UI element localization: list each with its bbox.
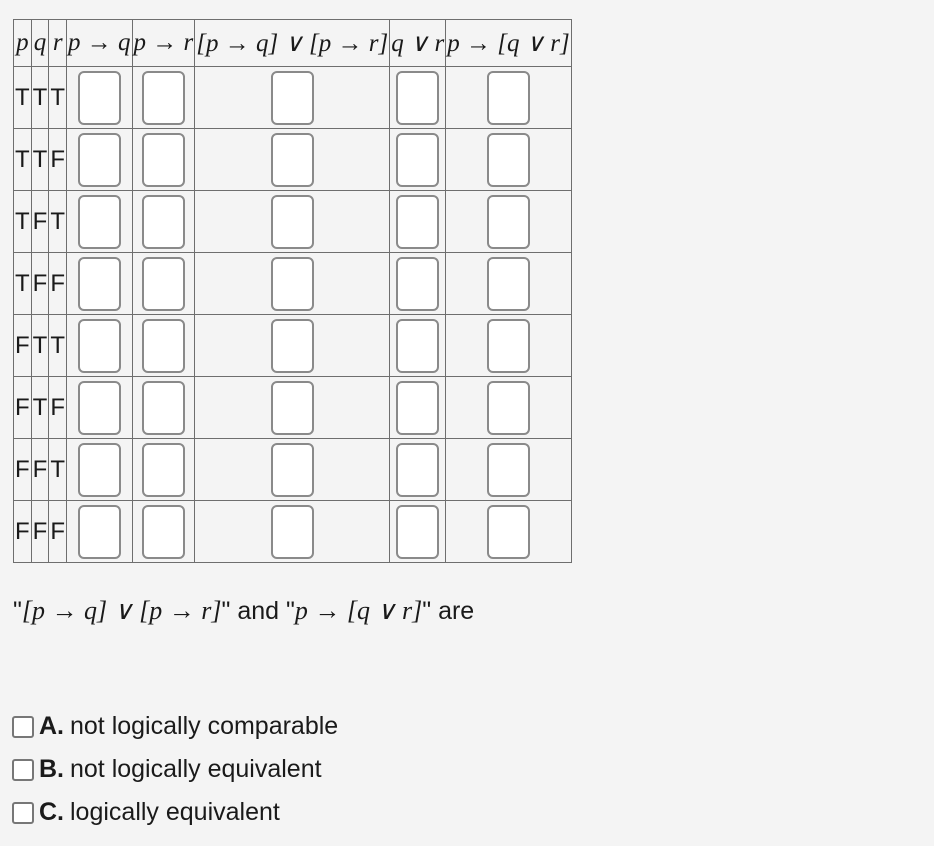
answer-cell-p-implies-q-or-r: [446, 439, 572, 501]
answer-cell-p-implies-q-or-r: [446, 377, 572, 439]
truth-value-r: T: [49, 315, 67, 377]
answer-cell-q-or-r: [390, 191, 446, 253]
answer-input-disjunction-of-implications[interactable]: [271, 195, 314, 249]
truth-table-row: [14, 501, 572, 563]
answer-input-q-or-r[interactable]: [396, 381, 439, 435]
truth-table-row: [14, 377, 572, 439]
truth-value-q: T: [31, 315, 49, 377]
truth-value-r: F: [49, 253, 67, 315]
answer-cell-p-implies-q: [67, 253, 133, 315]
answer-cell-p-implies-q: [67, 67, 133, 129]
question-quote-open: ": [13, 597, 22, 625]
answer-cell-p-implies-q-or-r: [446, 253, 572, 315]
truth-value-r: F: [49, 377, 67, 439]
truth-value-q: F: [31, 191, 49, 253]
option-a-letter: A.: [39, 712, 64, 740]
answer-input-p-implies-q-or-r[interactable]: [487, 71, 530, 125]
answer-input-p-implies-q-or-r[interactable]: [487, 381, 530, 435]
answer-input-p-implies-q[interactable]: [78, 381, 121, 435]
header-p-implies-q: p → q: [67, 20, 133, 67]
answer-input-q-or-r[interactable]: [396, 443, 439, 497]
header-q-or-r: q ∨ r: [390, 20, 446, 67]
answer-input-p-implies-r[interactable]: [142, 133, 185, 187]
answer-cell-q-or-r: [390, 129, 446, 191]
answer-cell-p-implies-r: [132, 191, 195, 253]
truth-value-q: F: [31, 253, 49, 315]
question-text: [13, 596, 474, 626]
answer-cell-p-implies-q: [67, 129, 133, 191]
answer-input-p-implies-r[interactable]: [142, 505, 185, 559]
answer-options: [12, 705, 338, 834]
option-c[interactable]: [12, 791, 338, 834]
truth-value-p: T: [14, 129, 32, 191]
answer-input-disjunction-of-implications[interactable]: [271, 71, 314, 125]
option-a-text: not logically comparable: [70, 712, 339, 740]
option-a[interactable]: [12, 705, 338, 748]
answer-input-q-or-r[interactable]: [396, 319, 439, 373]
truth-table-row: [14, 439, 572, 501]
answer-input-p-implies-q[interactable]: [78, 319, 121, 373]
answer-cell-disjunction-of-implications: [195, 253, 390, 315]
answer-cell-disjunction-of-implications: [195, 315, 390, 377]
answer-cell-p-implies-q: [67, 315, 133, 377]
answer-input-disjunction-of-implications[interactable]: [271, 505, 314, 559]
truth-value-r: F: [49, 129, 67, 191]
question-expression-1: [p → q] ∨ [p → r]: [21, 596, 222, 625]
answer-input-q-or-r[interactable]: [396, 505, 439, 559]
answer-input-p-implies-q[interactable]: [78, 195, 121, 249]
answer-input-disjunction-of-implications[interactable]: [271, 133, 314, 187]
answer-cell-p-implies-q-or-r: [446, 191, 572, 253]
truth-value-q: T: [31, 67, 49, 129]
truth-table-row: [14, 129, 572, 191]
header-q: q: [31, 20, 49, 67]
header-r: r: [49, 20, 67, 67]
answer-input-q-or-r[interactable]: [396, 71, 439, 125]
answer-cell-p-implies-r: [132, 67, 195, 129]
answer-input-p-implies-q[interactable]: [78, 505, 121, 559]
question-quote-are: " are: [422, 597, 475, 625]
truth-value-p: T: [14, 67, 32, 129]
truth-value-q: T: [31, 377, 49, 439]
answer-cell-p-implies-r: [132, 129, 195, 191]
truth-table-header-row: [14, 20, 572, 67]
header-disjunction-of-implications: [p → q] ∨ [p → r]: [195, 20, 390, 67]
answer-cell-p-implies-q: [67, 501, 133, 563]
answer-input-p-implies-q-or-r[interactable]: [487, 133, 530, 187]
truth-table-row: [14, 315, 572, 377]
answer-input-p-implies-r[interactable]: [142, 257, 185, 311]
answer-input-q-or-r[interactable]: [396, 195, 439, 249]
truth-table-row: [14, 67, 572, 129]
answer-input-p-implies-q-or-r[interactable]: [487, 319, 530, 373]
answer-cell-q-or-r: [390, 377, 446, 439]
answer-cell-q-or-r: [390, 439, 446, 501]
answer-cell-p-implies-q-or-r: [446, 67, 572, 129]
truth-table: [13, 19, 572, 563]
option-b-text: not logically equivalent: [70, 755, 322, 783]
answer-cell-p-implies-r: [132, 315, 195, 377]
truth-value-p: F: [14, 439, 32, 501]
truth-value-p: F: [14, 501, 32, 563]
answer-cell-p-implies-q: [67, 191, 133, 253]
answer-input-p-implies-q-or-r[interactable]: [487, 505, 530, 559]
answer-cell-p-implies-r: [132, 439, 195, 501]
answer-cell-disjunction-of-implications: [195, 191, 390, 253]
truth-value-q: T: [31, 129, 49, 191]
option-b-checkbox[interactable]: [12, 759, 34, 781]
truth-table-row: [14, 253, 572, 315]
answer-cell-q-or-r: [390, 501, 446, 563]
truth-value-r: F: [49, 501, 67, 563]
truth-value-p: T: [14, 191, 32, 253]
truth-value-p: F: [14, 315, 32, 377]
answer-cell-disjunction-of-implications: [195, 129, 390, 191]
answer-cell-disjunction-of-implications: [195, 501, 390, 563]
option-b[interactable]: [12, 748, 338, 791]
answer-input-p-implies-q-or-r[interactable]: [487, 195, 530, 249]
question-expression-2: p → [q ∨ r]: [294, 596, 423, 625]
answer-input-p-implies-q[interactable]: [78, 133, 121, 187]
question-quote-and: " and ": [221, 597, 295, 625]
truth-value-q: F: [31, 439, 49, 501]
header-p: p: [14, 20, 32, 67]
answer-input-disjunction-of-implications[interactable]: [271, 257, 314, 311]
answer-cell-q-or-r: [390, 67, 446, 129]
answer-input-p-implies-q-or-r[interactable]: [487, 257, 530, 311]
answer-cell-p-implies-q-or-r: [446, 129, 572, 191]
answer-cell-q-or-r: [390, 253, 446, 315]
truth-value-p: T: [14, 253, 32, 315]
answer-cell-p-implies-q: [67, 377, 133, 439]
answer-cell-p-implies-q: [67, 439, 133, 501]
answer-input-p-implies-q[interactable]: [78, 71, 121, 125]
answer-input-p-implies-r[interactable]: [142, 381, 185, 435]
answer-cell-disjunction-of-implications: [195, 377, 390, 439]
header-p-implies-r: p → r: [132, 20, 195, 67]
option-b-letter: B.: [39, 755, 64, 783]
truth-value-r: T: [49, 67, 67, 129]
truth-value-q: F: [31, 501, 49, 563]
truth-value-r: T: [49, 439, 67, 501]
answer-input-p-implies-q-or-r[interactable]: [487, 443, 530, 497]
header-p-implies-q-or-r: p → [q ∨ r]: [446, 20, 572, 67]
answer-cell-q-or-r: [390, 315, 446, 377]
answer-input-disjunction-of-implications[interactable]: [271, 381, 314, 435]
answer-input-disjunction-of-implications[interactable]: [271, 443, 314, 497]
answer-cell-disjunction-of-implications: [195, 439, 390, 501]
truth-value-p: F: [14, 377, 32, 439]
answer-cell-p-implies-q-or-r: [446, 315, 572, 377]
option-c-letter: C.: [39, 798, 64, 826]
answer-input-p-implies-r[interactable]: [142, 71, 185, 125]
truth-table-body: [14, 67, 572, 563]
answer-cell-p-implies-r: [132, 501, 195, 563]
answer-input-p-implies-r[interactable]: [142, 443, 185, 497]
option-c-text: logically equivalent: [70, 798, 280, 826]
answer-input-p-implies-r[interactable]: [142, 195, 185, 249]
answer-input-q-or-r[interactable]: [396, 133, 439, 187]
truth-value-r: T: [49, 191, 67, 253]
answer-input-q-or-r[interactable]: [396, 257, 439, 311]
option-a-checkbox[interactable]: [12, 716, 34, 738]
answer-cell-p-implies-r: [132, 253, 195, 315]
option-c-checkbox[interactable]: [12, 802, 34, 824]
answer-cell-p-implies-q-or-r: [446, 501, 572, 563]
answer-cell-disjunction-of-implications: [195, 67, 390, 129]
answer-input-p-implies-r[interactable]: [142, 319, 185, 373]
answer-input-p-implies-q[interactable]: [78, 257, 121, 311]
answer-input-disjunction-of-implications[interactable]: [271, 319, 314, 373]
answer-cell-p-implies-r: [132, 377, 195, 439]
answer-input-p-implies-q[interactable]: [78, 443, 121, 497]
truth-table-row: [14, 191, 572, 253]
